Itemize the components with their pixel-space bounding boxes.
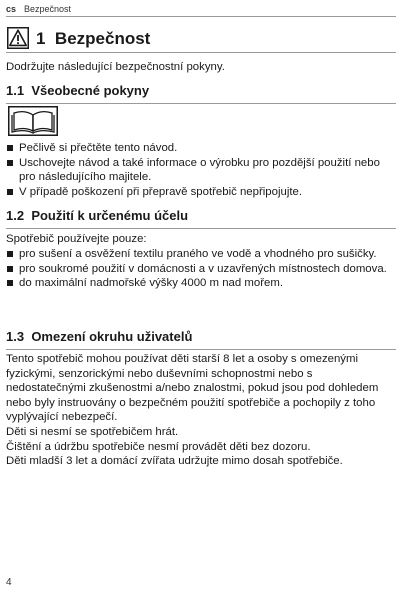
paragraph: Děti si nesmí se spotřebičem hrát. <box>6 425 179 438</box>
section-1-1-title: 1.1 Všeobecné pokyny <box>6 82 396 104</box>
list-item: pro sušení a osvěžení textilu praného ve vodě a vhodného pro sušičky. <box>6 247 394 262</box>
warning-triangle-icon <box>7 27 29 49</box>
page-number: 4 <box>6 577 12 588</box>
paragraph: Tento spotřebič mohou používat děti starší 8 let a osoby s omezenými fyzickými, senzorickými nebo duševními schopnostmi nebo s nedostatečnými zkušenostmi a/nebo znalostmi, pokud jsou pod dohledem nebo byly instruovány o bezpečném použití spotřebiče a pochopily z toho vyplývající nebezpečí. <box>6 353 379 424</box>
section-1-2-list <box>6 247 394 291</box>
list-item: Uschovejte návod a také informace o výrobku pro pozdější použití nebo pro následujícího majitele. <box>6 156 394 185</box>
section-1-1-list <box>6 141 394 199</box>
section-1-2-title: 1.2 Použití k určenému účelu <box>6 207 396 229</box>
open-book-icon <box>8 106 58 136</box>
header-title: Bezpečnost <box>24 4 72 14</box>
section-1-heading <box>6 26 396 53</box>
language-code: cs <box>6 4 17 14</box>
list-item: pro soukromé použití v domácnosti a v uzavřených místnostech domova. <box>6 262 394 277</box>
paragraph: Čištění a údržbu spotřebiče nesmí provádět děti bez dozoru. <box>6 440 311 453</box>
list-item: do maximální nadmořské výšky 4000 m nad mořem. <box>6 276 394 291</box>
section-1-3-title: 1.3 Omezení okruhu uživatelů <box>6 328 396 350</box>
section-1-title: 1 Bezpečnost <box>36 29 151 48</box>
page-header <box>6 2 396 17</box>
list-item: Pečlivě si přečtěte tento návod. <box>6 141 394 156</box>
section-1-3-body <box>6 352 394 469</box>
section-1-2-intro: Spotřebič používejte pouze: <box>6 233 147 245</box>
list-item: V případě poškození při přepravě spotřebič nepřipojujte. <box>6 185 394 200</box>
paragraph: Děti mladší 3 let a domácí zvířata udržujte mimo dosah spotřebiče. <box>6 455 343 468</box>
section-1-intro: Dodržujte následující bezpečnostní pokyny. <box>6 61 225 73</box>
